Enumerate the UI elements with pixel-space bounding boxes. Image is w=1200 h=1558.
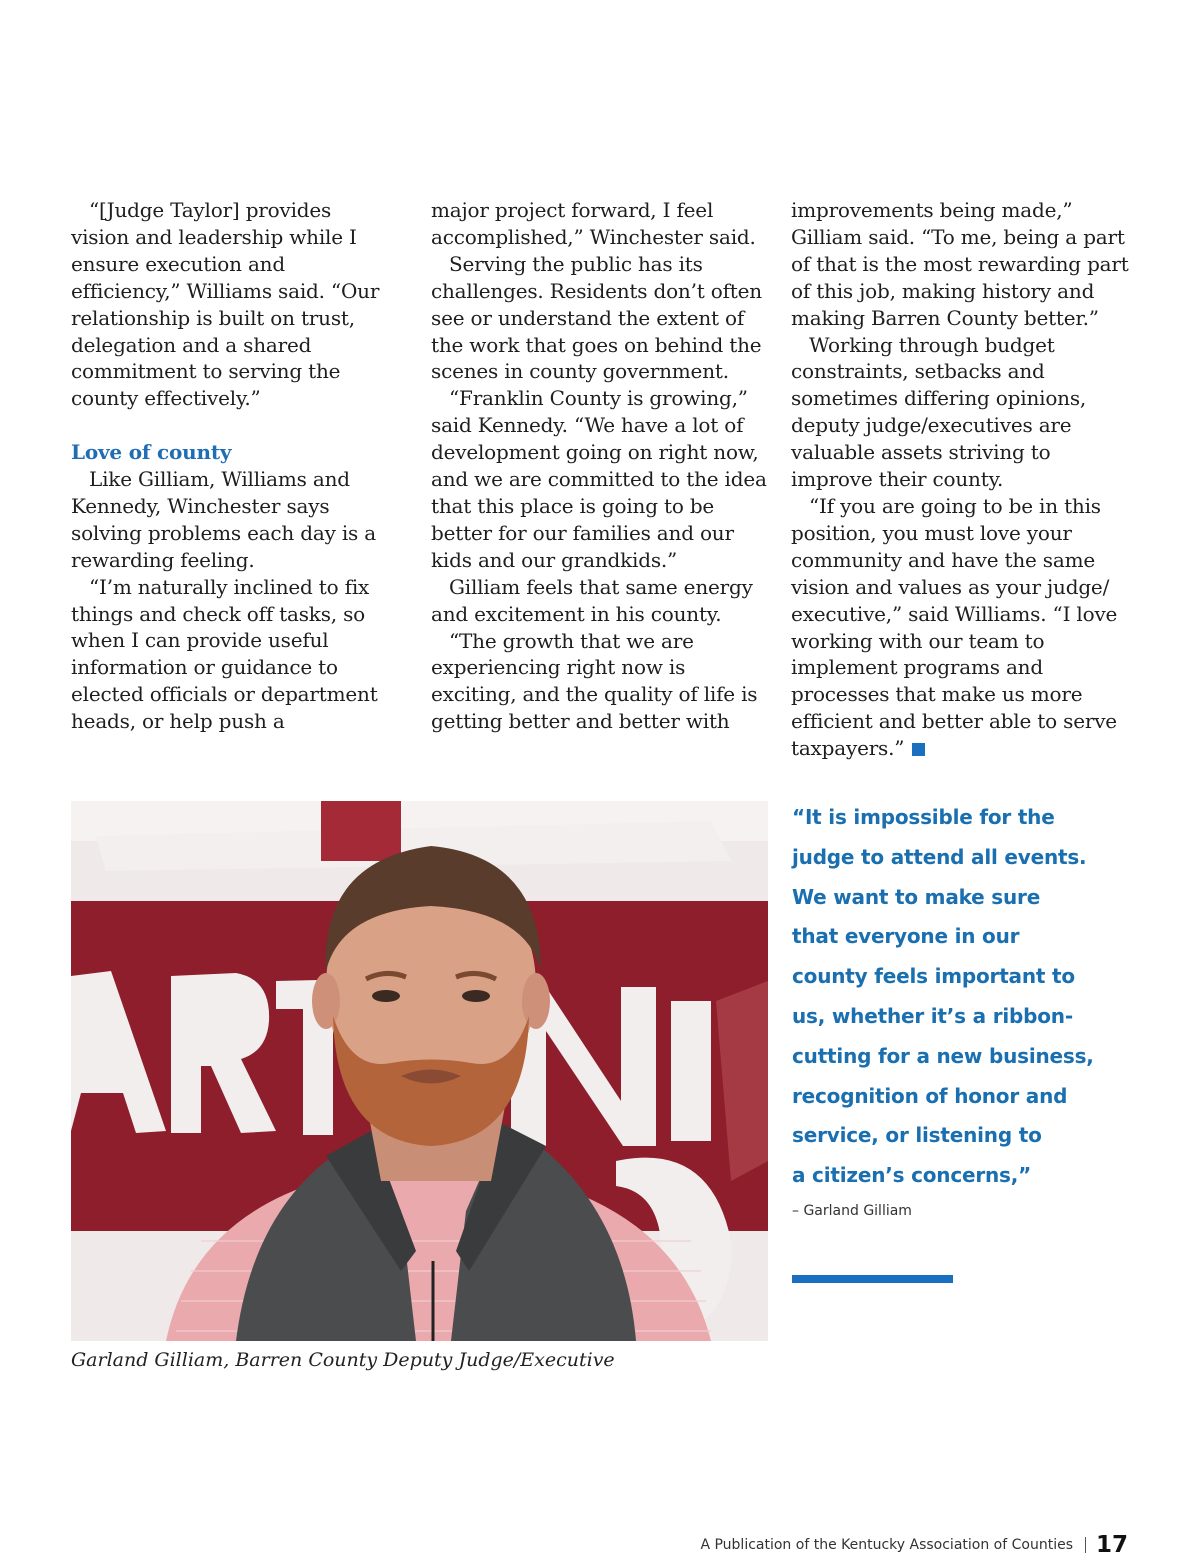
accent-rule xyxy=(792,1275,953,1283)
pull-quote-line: “It is impossible for the xyxy=(792,805,1055,829)
pull-quote-line: us, whether it’s a ribbon- xyxy=(792,1003,1073,1028)
pull-quote-line: We want to make sure xyxy=(792,884,1041,909)
footer-divider xyxy=(1085,1537,1086,1553)
photo-caption: Garland Gilliam, Barren County Deputy Judge/Executive xyxy=(71,1349,615,1371)
paragraph: “I’m naturally inclined to fix things and check off tasks, so when I can provide useful information or guidance to elected officials or department heads, or help push a xyxy=(71,574,378,734)
end-of-article-mark xyxy=(912,743,925,756)
portrait-photo xyxy=(71,801,768,1341)
pull-quote-line: that everyone in our xyxy=(792,924,1020,949)
article-column-1 xyxy=(71,197,389,735)
pull-quote xyxy=(792,798,1122,1196)
pull-quote-line: cutting for a new business, xyxy=(792,1043,1094,1068)
section-heading: Love of county xyxy=(71,440,232,465)
pull-quote-line: judge to attend all events. xyxy=(792,844,1087,869)
publication-name: A Publication of the Kentucky Association of Counties xyxy=(700,1537,1073,1553)
paragraph: Working through budget constraints, setbacks and sometimes differing opinions, deputy judge/executives are valuable assets striving to improve their county. xyxy=(791,332,1087,492)
paragraph: “Franklin County is growing,” said Kennedy. “We have a lot of development going on right now, and we are committed to the idea that this place is going to be better for our families and our kids and our grandkids.” xyxy=(431,386,767,572)
page-number: 17 xyxy=(1095,1532,1128,1558)
pull-quote-line: recognition of honor and xyxy=(792,1083,1068,1108)
paragraph xyxy=(791,493,1136,762)
article-column-2 xyxy=(431,197,771,735)
pull-quote-line: service, or listening to xyxy=(792,1123,1042,1148)
article-column-3 xyxy=(791,197,1136,762)
paragraph: major project forward, I feel accomplished,” Winchester said. xyxy=(431,198,756,249)
pull-quote-line: county feels important to xyxy=(792,964,1075,989)
paragraph: Like Gilliam, Williams and Kennedy, Winchester says solving problems each day is a rewarding feeling. xyxy=(71,467,376,572)
paragraph: “[Judge Taylor] provides vision and leadership while I ensure execution and efficiency,” Williams said. “Our relationship is built on trust, delegation and a shared commitment to serving the county effectively.” xyxy=(71,198,380,411)
pull-quote-line: a citizen’s concerns,” xyxy=(792,1163,1032,1188)
paragraph: Gilliam feels that same energy and excitement in his county. xyxy=(431,574,753,626)
paragraph: Serving the public has its challenges. Residents don’t often see or understand the extent of the work that goes on behind the scenes in county government. xyxy=(431,251,762,384)
pull-quote-attribution: – Garland Gilliam xyxy=(792,1203,912,1219)
paragraph-text: “If you are going to be in this position, you must love your community and have the same vision and values as your judge/ executive,” said Williams. “I love working with our team to implement programs and processes that make us more efficient and better able to serve taxpayers.” xyxy=(791,493,1118,761)
paragraph: improvements being made,” Gilliam said. “To me, being a part of that is the most rewarding part of this job, making history and making Barren County better.” xyxy=(791,198,1129,330)
portrait-illustration xyxy=(71,801,768,1341)
page-footer xyxy=(700,1532,1128,1558)
paragraph: “The growth that we are experiencing right now is exciting, and the quality of life is getting better and better with xyxy=(431,628,758,734)
